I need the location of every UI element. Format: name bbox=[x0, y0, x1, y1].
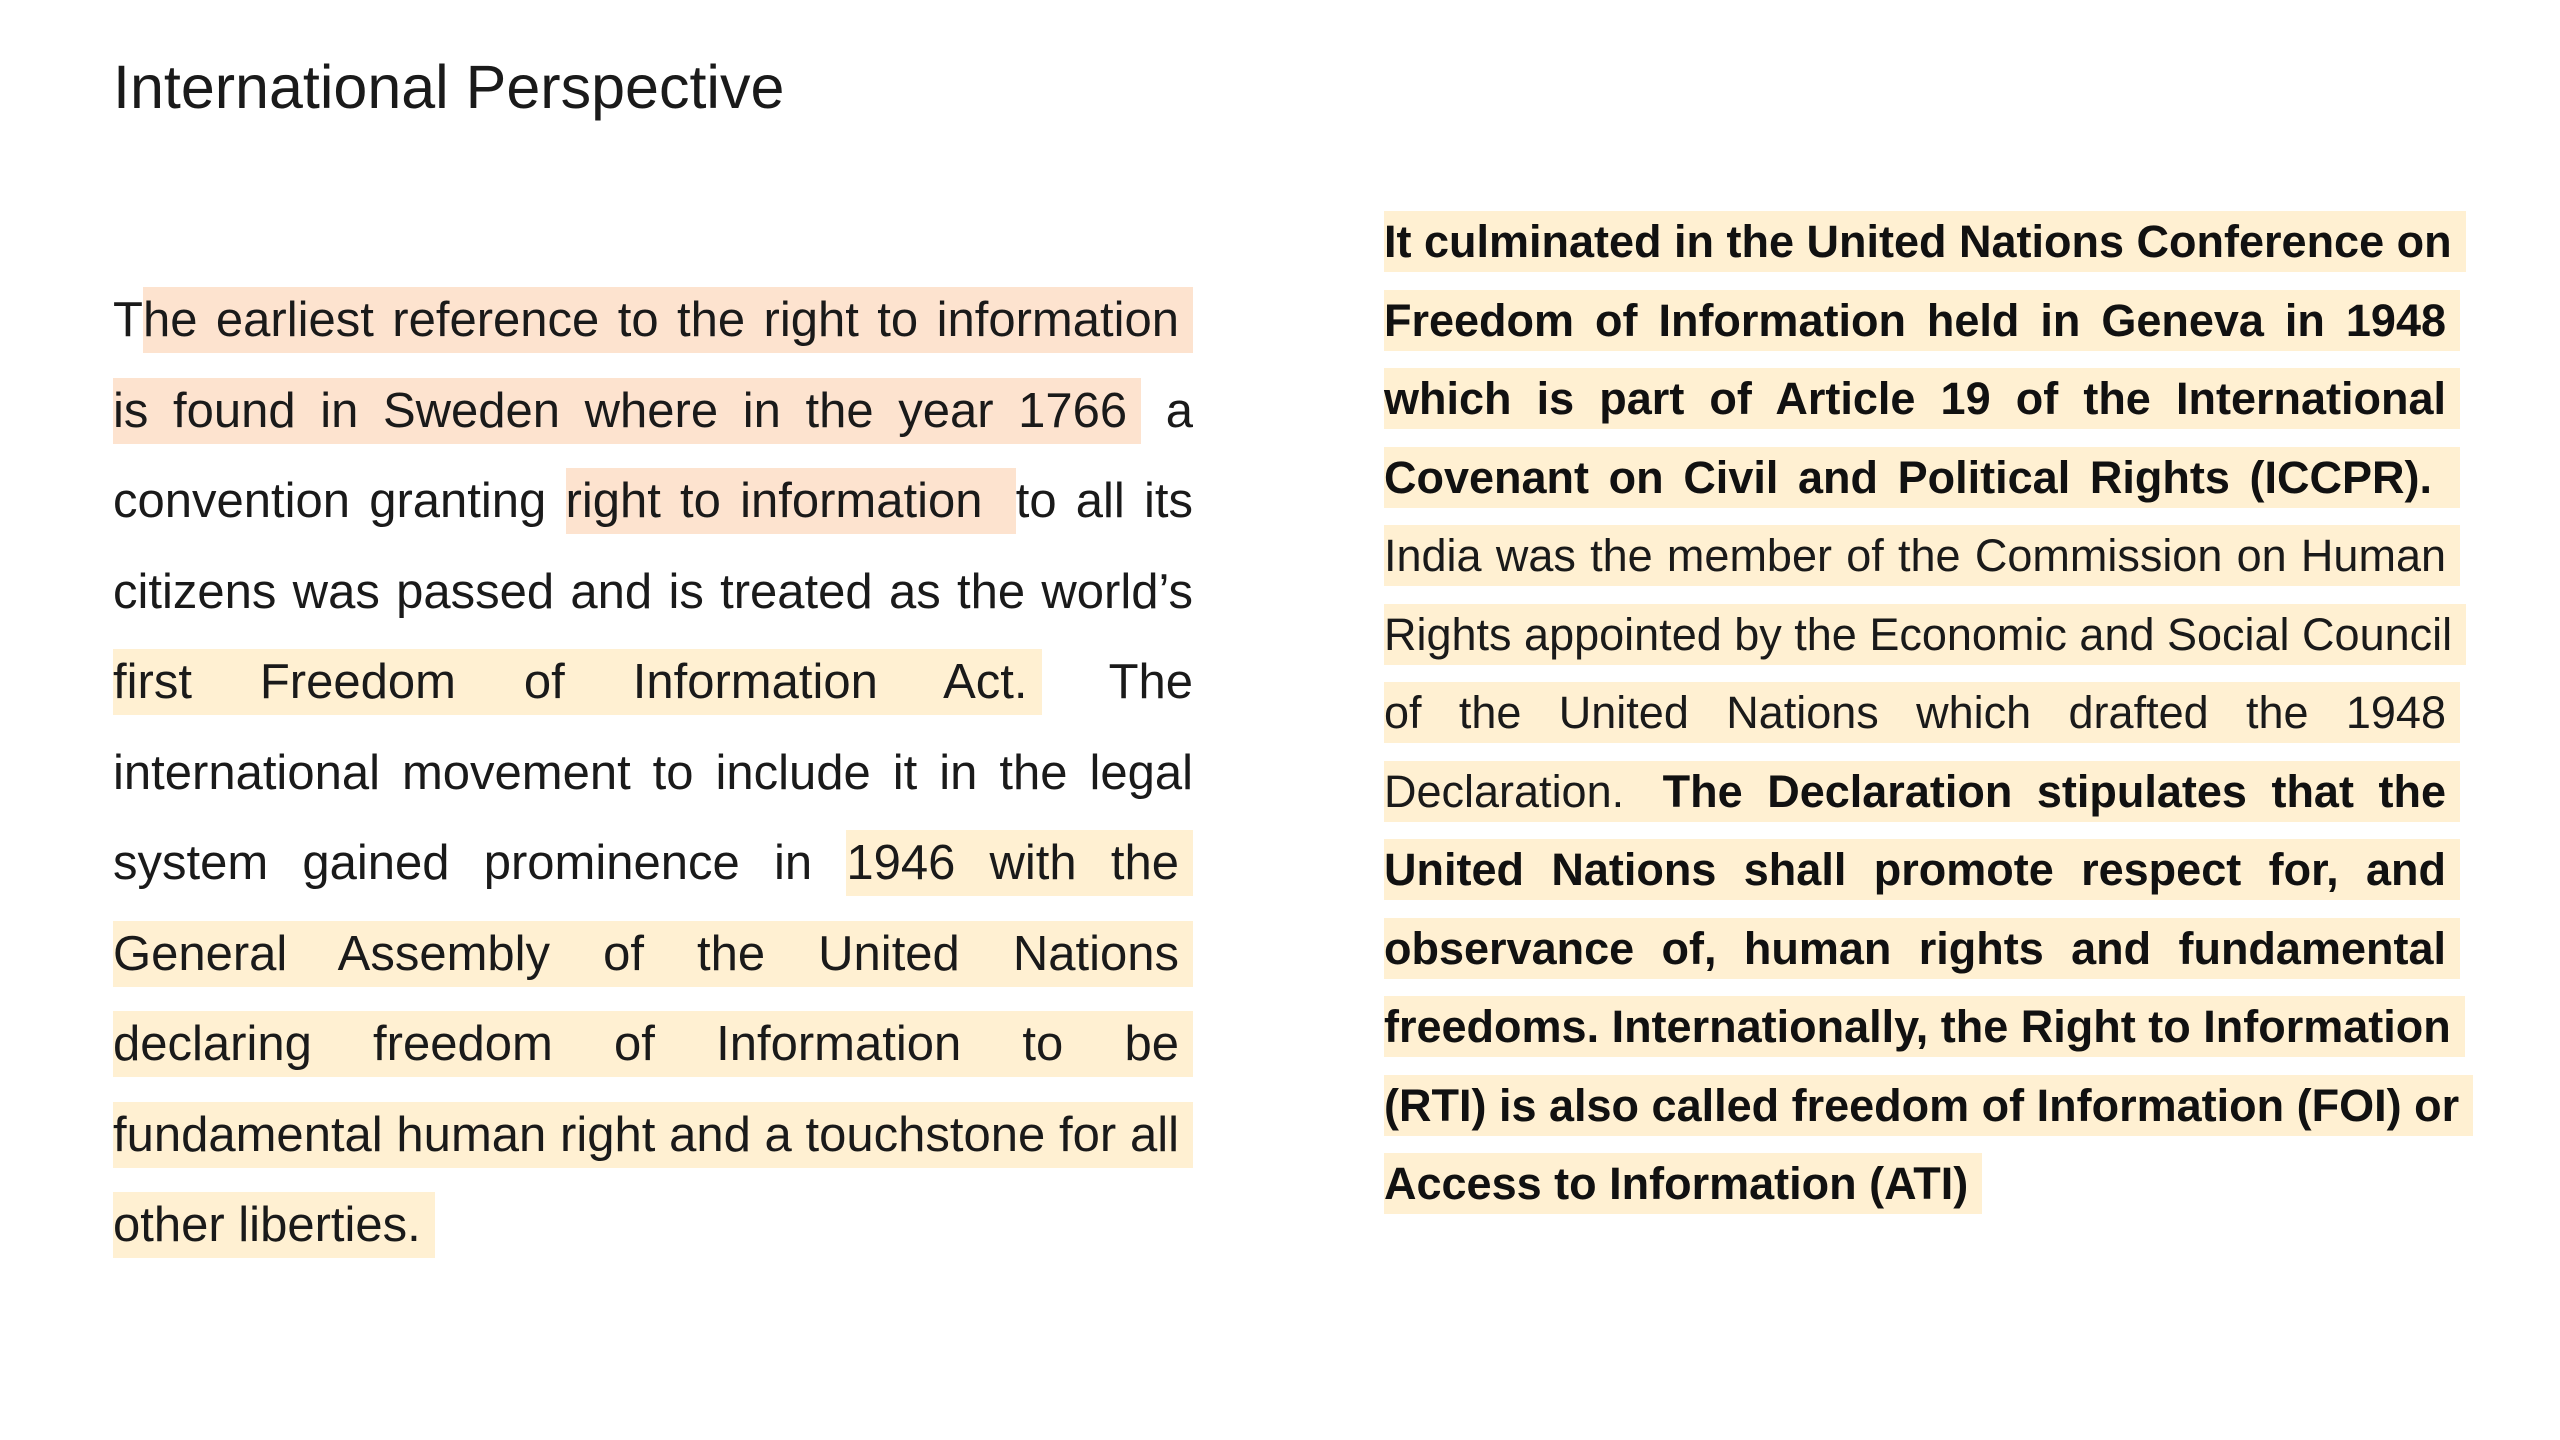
left-text-segment: T bbox=[113, 293, 143, 347]
highlight-un-conference-bold: It culminated in the United Nations Conference on Freedom of Information held in Geneva in 1948 which is part of Article 19 of the International Covenant on Civil and Political Rights (ICCPR). bbox=[1384, 211, 2466, 508]
left-text-segment: to all its citizens was passed and is treated as the world’s bbox=[113, 474, 1194, 619]
left-column-paragraph bbox=[113, 275, 1193, 1271]
left-text-segment: a convention granting bbox=[113, 383, 1194, 528]
highlight-first-foi-act: first Freedom of Information Act. bbox=[113, 649, 1042, 715]
page-title: International Perspective bbox=[113, 53, 785, 121]
highlight-1946-general-assembly: 1946 with the General Assembly of the United Nations declaring freedom of Information to be fundamental human right and a touchstone for all other liberties. bbox=[113, 830, 1193, 1258]
right-column-paragraph bbox=[1384, 203, 2460, 1224]
highlight-right-to-information: right to information bbox=[566, 468, 1016, 534]
highlight-india-commission: India was the member of the Commission on Human Rights appointed by the Economic and Social Council of the United Nations which drafted the 1948 Declaration. bbox=[1384, 447, 2466, 822]
left-text-segment: The international movement to include it in the legal system gained prominence in bbox=[113, 655, 1193, 890]
highlight-sweden-1766: he earliest reference to the right to information is found in Sweden where in the year 1766 bbox=[113, 287, 1193, 444]
highlight-declaration-bold: The Declaration stipulates that the United Nations shall promote respect for, and observance of, human rights and fundamental freedoms. Internationally, the Right to Information (RTI) is also called freedom of Information (FOI) or Access to Information (ATI) bbox=[1384, 761, 2473, 1215]
